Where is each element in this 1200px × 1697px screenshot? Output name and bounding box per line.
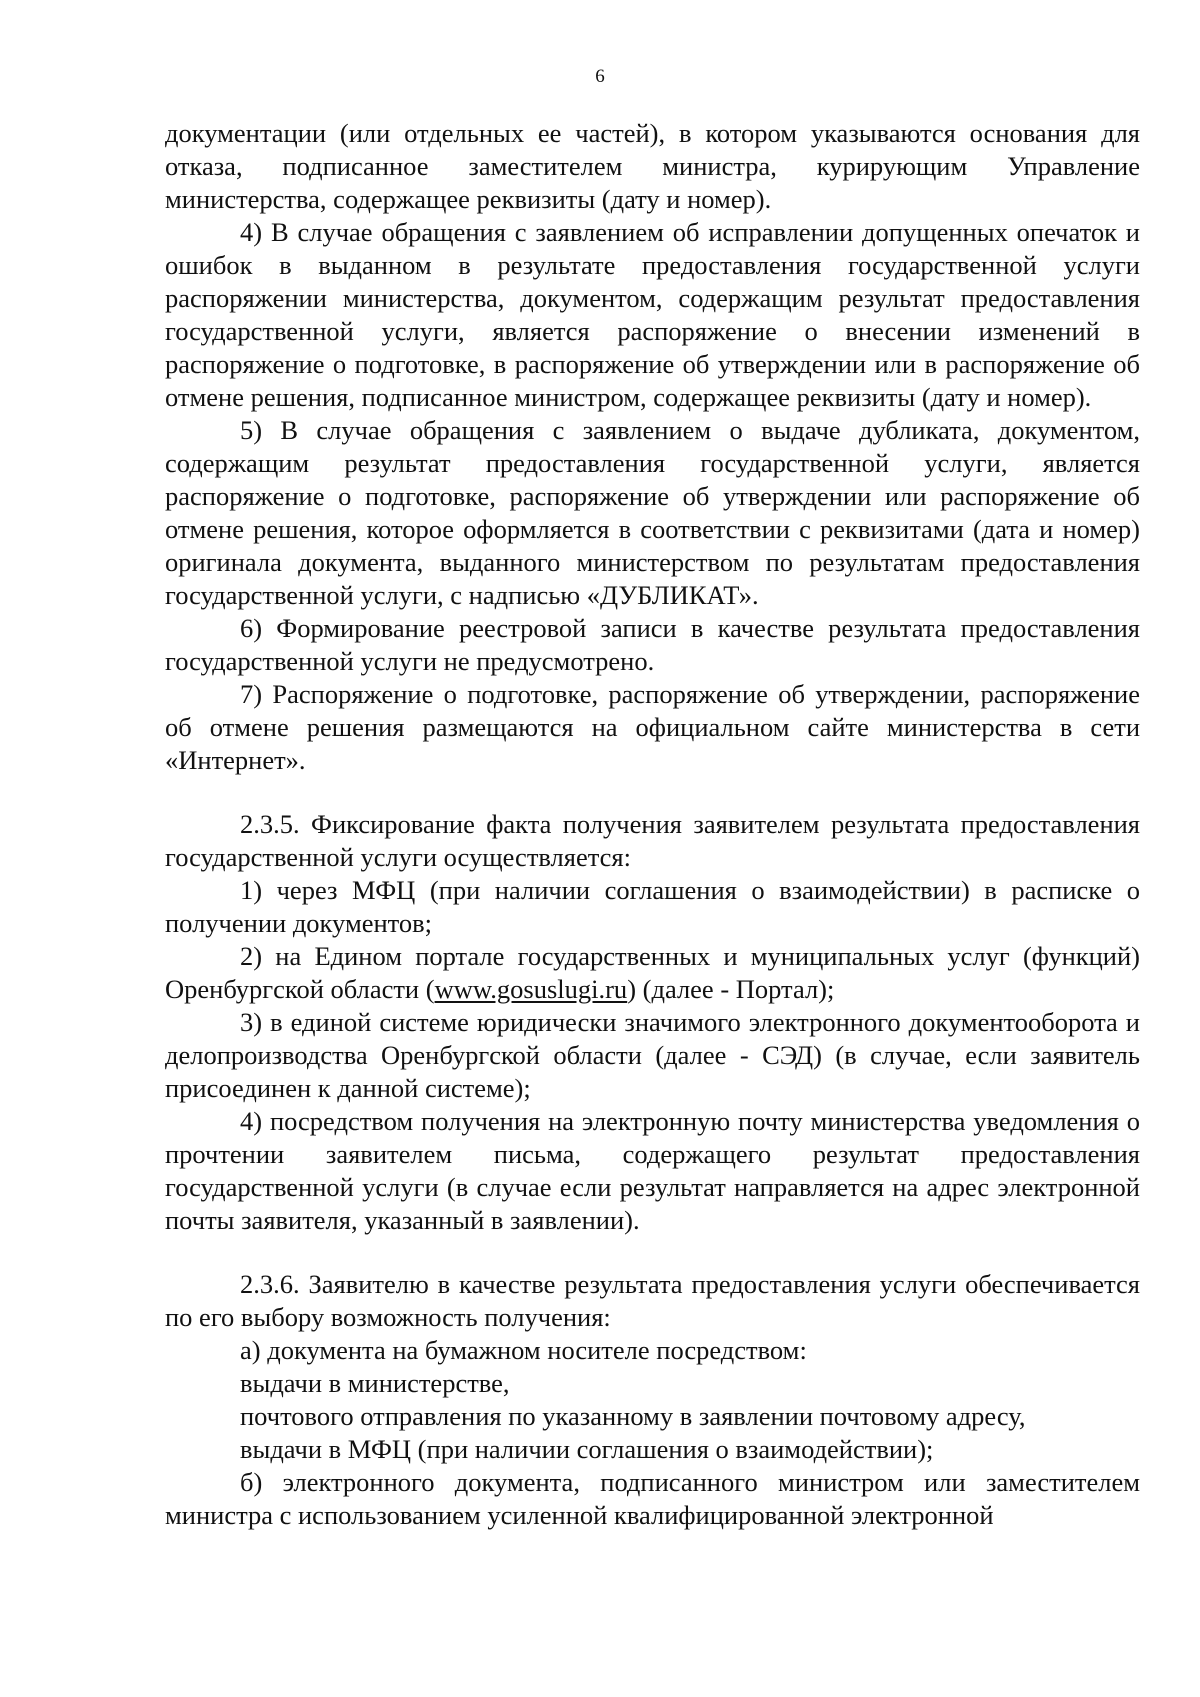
paragraph-2-3-5-item-2 xyxy=(165,940,1140,1006)
paragraph-2-3-6-sub-2: почтового отправления по указанному в заявлении почтовому адресу, xyxy=(240,1401,1026,1431)
page-number: 6 xyxy=(595,66,605,87)
paragraph-section-2-3-5: 2.3.5. Фиксирование факта получения заявителем результата предоставления государственной услуги осуществляется: xyxy=(165,809,1140,872)
item-2-text-end: ) (далее - Портал); xyxy=(627,974,835,1004)
section-gap xyxy=(165,1237,1140,1268)
paragraph-item-7: 7) Распоряжение о подготовке, распоряжение об утверждении, распоряжение об отмене решения размещаются на официальном сайте министерства в сети «Интернет». xyxy=(165,679,1140,775)
paragraph-2-3-6-item-b: б) электронного документа, подписанного министром или заместителем министра с использованием усиленной квалифицированной электронной xyxy=(165,1467,1140,1530)
paragraph-2-3-5-item-3: 3) в единой системе юридически значимого электронного документооборота и делопроизводства Оренбургской области (далее - СЭД) (в случае, если заявитель присоединен к данной системе); xyxy=(165,1007,1140,1103)
paragraph-section-2-3-6: 2.3.6. Заявителю в качестве результата предоставления услуги обеспечивается по его выбору возможность получения: xyxy=(165,1269,1140,1332)
paragraph-continuation: документации (или отдельных ее частей), в котором указываются основания для отказа, подписанное заместителем министра, курирующим Управление министерства, содержащее реквизиты (дату и номер). xyxy=(165,118,1140,214)
section-gap xyxy=(165,777,1140,808)
paragraph-2-3-6-sub-3: выдачи в МФЦ (при наличии соглашения о взаимодействии); xyxy=(240,1434,934,1464)
document-body xyxy=(165,117,1140,1532)
paragraph-item-6: 6) Формирование реестровой записи в качестве результата предоставления государственной услуги не предусмотрено. xyxy=(165,613,1140,676)
item-2-text-start: 2) на Едином портале государственных и муниципальных услуг (функций) Оренбургской области ( xyxy=(165,941,1140,1004)
paragraph-2-3-6-sub-1: выдачи в министерстве, xyxy=(240,1368,510,1398)
paragraph-2-3-6-item-a: а) документа на бумажном носителе посредством: xyxy=(240,1335,807,1365)
paragraph-2-3-5-item-4: 4) посредством получения на электронную почту министерства уведомления о прочтении заявителем письма, содержащего результат предоставления государственной услуги (в случае если результат направляется на адрес электронной почты заявителя, указанный в заявлении). xyxy=(165,1106,1140,1235)
paragraph-2-3-5-item-1: 1) через МФЦ (при наличии соглашения о взаимодействии) в расписке о получении документов; xyxy=(165,875,1140,938)
paragraph-item-5: 5) В случае обращения с заявлением о выдаче дубликата, документом, содержащим результат предоставления государственной услуги, является распоряжение о подготовке, распоряжение об утверждении или распоряжение об отмене решения, которое оформляется в соответствии с реквизитами (дата и номер) оригинала документа, выданного министерством по результатам предоставления государственной услуги, с надписью «ДУБЛИКАТ». xyxy=(165,415,1140,610)
gosuslugi-link[interactable]: www.gosuslugi.ru xyxy=(434,974,628,1004)
paragraph-item-4: 4) В случае обращения с заявлением об исправлении допущенных опечаток и ошибок в выданном в результате предоставления государственной услуги распоряжении министерства, документом, содержащим результат предоставления государственной услуги, является распоряжение о внесении изменений в распоряжение о подготовке, в распоряжение об утверждении или в распоряжение об отмене решения, подписанное министром, содержащее реквизиты (дату и номер). xyxy=(165,217,1140,412)
